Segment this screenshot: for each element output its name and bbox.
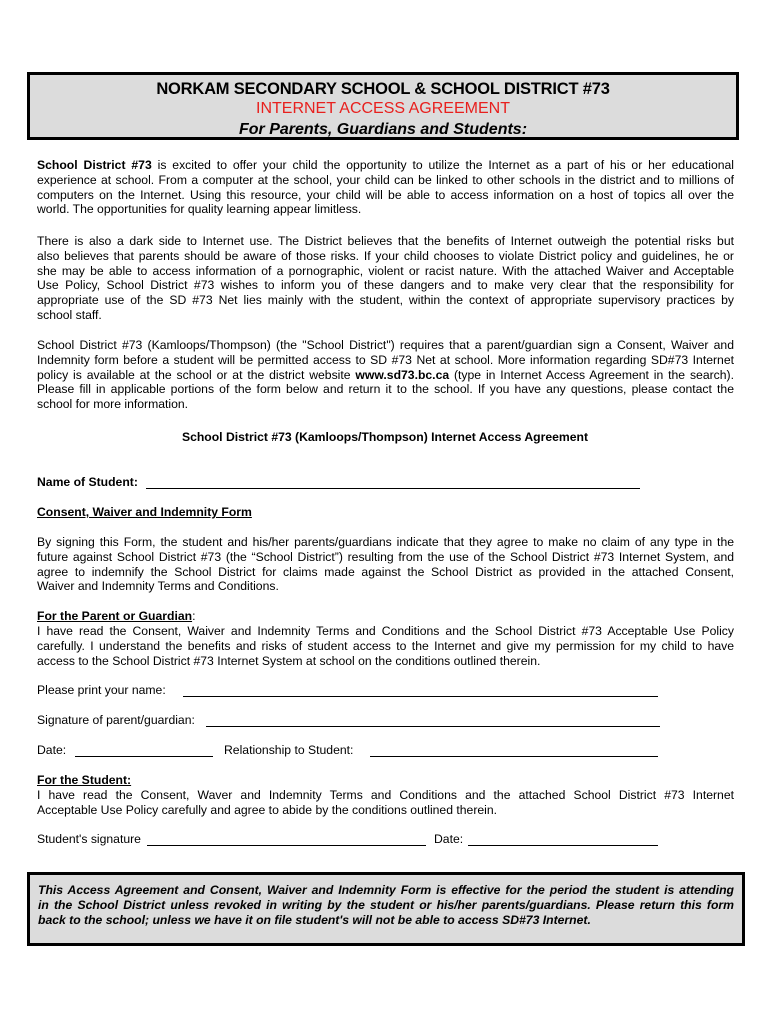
relationship-field[interactable] — [370, 756, 658, 757]
student-date-label: Date: — [434, 832, 464, 846]
parent-paragraph — [37, 624, 734, 668]
consent-line: agree to indemnify the School District for claims made against the School District as provided in the attached Consent, — [37, 564, 734, 579]
intro-p3-line: policy is available at the school or at the district website www.sd73.bc.ca (type in Internet Access Agreement in the search). — [37, 367, 734, 382]
parent-line: access to the School District #73 Internet System at school on the conditions outlined therein. — [37, 653, 541, 668]
parent-line: I have read the Consent, Waiver and Indemnity Terms and Conditions and the School District #73 Acceptable Use Policy — [37, 624, 734, 638]
parent-signature-label: Signature of parent/guardian: — [37, 713, 195, 727]
parent-signature-field[interactable] — [206, 726, 660, 727]
consent-paragraph — [37, 535, 734, 594]
agreement-title: INTERNET ACCESS AGREEMENT — [256, 100, 510, 117]
district-name-bold: School District #73 — [37, 158, 152, 172]
parent-heading-row: For the Parent or Guardian: — [37, 609, 196, 623]
intro-p1-line: computers on the Internet. Using this resource, your child will be able to access information on a host of topics all over the — [37, 187, 734, 202]
student-signature-field[interactable] — [147, 845, 426, 846]
intro-p2-line: school staff. — [37, 307, 102, 322]
consent-line: future against School District #73 (the “School District”) resulting from the use of the School District #73 Internet System, and — [37, 549, 734, 564]
student-name-label: Name of Student: — [37, 475, 138, 489]
school-title: NORKAM SECONDARY SCHOOL & SCHOOL DISTRICT #73 — [156, 80, 610, 98]
intro-paragraph-2 — [37, 234, 734, 323]
student-line: Acceptable Use Policy carefully and agree to abide by the conditions outlined therein. — [37, 802, 498, 817]
consent-heading: Consent, Waiver and Indemnity Form — [37, 505, 252, 519]
header-box — [27, 72, 739, 140]
footer-line: in the School District unless revoked in writing by the student or his/her parents/guardians. Please return this form — [38, 898, 734, 912]
intro-p2-line: appropriate use of the SD #73 Net lies mainly with the student, within the context of appropriate supervisory practices by — [37, 293, 734, 308]
intro-paragraph-3 — [37, 338, 734, 412]
date-label: Date: — [37, 743, 67, 757]
relationship-label: Relationship to Student: — [224, 743, 354, 757]
student-signature-label: Student's signature — [37, 832, 141, 846]
footer-line: back to the school; unless we have it on file student's will not be able to access SD#73 Internet. — [38, 913, 591, 927]
intro-p2-line: Use Policy, School District #73 wishes to inform you of these dangers and to make very clear that the responsibility for — [37, 278, 734, 293]
print-name-field[interactable] — [183, 696, 658, 697]
intro-p2-line: also believes that parents should be aware of those risks. If your child chooses to violate District policy and guidelines, he or — [37, 248, 734, 263]
consent-line: By signing this Form, the student and his/her parents/guardians indicate that they agree to make no claim of any type in the — [37, 535, 734, 549]
student-date-field[interactable] — [468, 845, 658, 846]
form-title: School District #73 (Kamloops/Thompson) Internet Access Agreement — [181, 430, 589, 444]
intro-p1-line: experience at school. From a computer at the school, your child can be linked to other schools in the district and to millions of — [37, 172, 734, 187]
intro-p1-line: world. The opportunities for quality learning appear limitless. — [37, 202, 362, 217]
student-name-field[interactable] — [146, 488, 640, 489]
intro-p3-line: Indemnity form before a student will be permitted access to SD #73 Net at school. More information regarding SD#73 Internet — [37, 352, 734, 367]
audience-subtitle: For Parents, Guardians and Students: — [238, 121, 528, 138]
district-website-link[interactable]: www.sd73.bc.ca — [355, 367, 450, 382]
intro-p3-line: school for more information. — [37, 397, 189, 412]
intro-p3-line: School District #73 (Kamloops/Thompson) (the "School District") requires that a parent/guardian sign a Consent, Waiver and — [37, 338, 734, 352]
intro-p2-line: she may be able to access information of a pornographic, violent or racist nature. With the attached Waiver and Acceptable — [37, 263, 734, 278]
print-name-label: Please print your name: — [37, 683, 166, 697]
student-heading: For the Student: — [37, 773, 132, 787]
intro-p1-line: School District #73 is excited to offer your child the opportunity to utilize the Internet as a part of his or her educational — [37, 158, 734, 172]
parent-line: carefully. I understand the benefits and risks of student access to the Internet and give my permission for my child to have — [37, 638, 734, 653]
footer-line: This Access Agreement and Consent, Waiver and Indemnity Form is effective for the period the student is attending — [38, 883, 734, 897]
footer-notice-box — [27, 872, 745, 946]
student-paragraph — [37, 788, 734, 818]
intro-p3-line: Please fill in applicable portions of the form below and return it to the school. If you have any questions, please contact the — [37, 382, 734, 397]
student-line: I have read the Consent, Waver and Indemnity Terms and Conditions and the attached School District #73 Internet — [37, 788, 734, 802]
consent-line: Waiver and Indemnity Terms and Conditions. — [37, 579, 279, 594]
intro-paragraph-1 — [37, 158, 734, 217]
parent-heading: For the Parent or Guardian — [37, 609, 193, 623]
intro-p2-line: There is also a dark side to Internet use. The District believes that the benefits of Internet outweigh the potential risks but — [37, 234, 734, 248]
date-field[interactable] — [75, 756, 213, 757]
